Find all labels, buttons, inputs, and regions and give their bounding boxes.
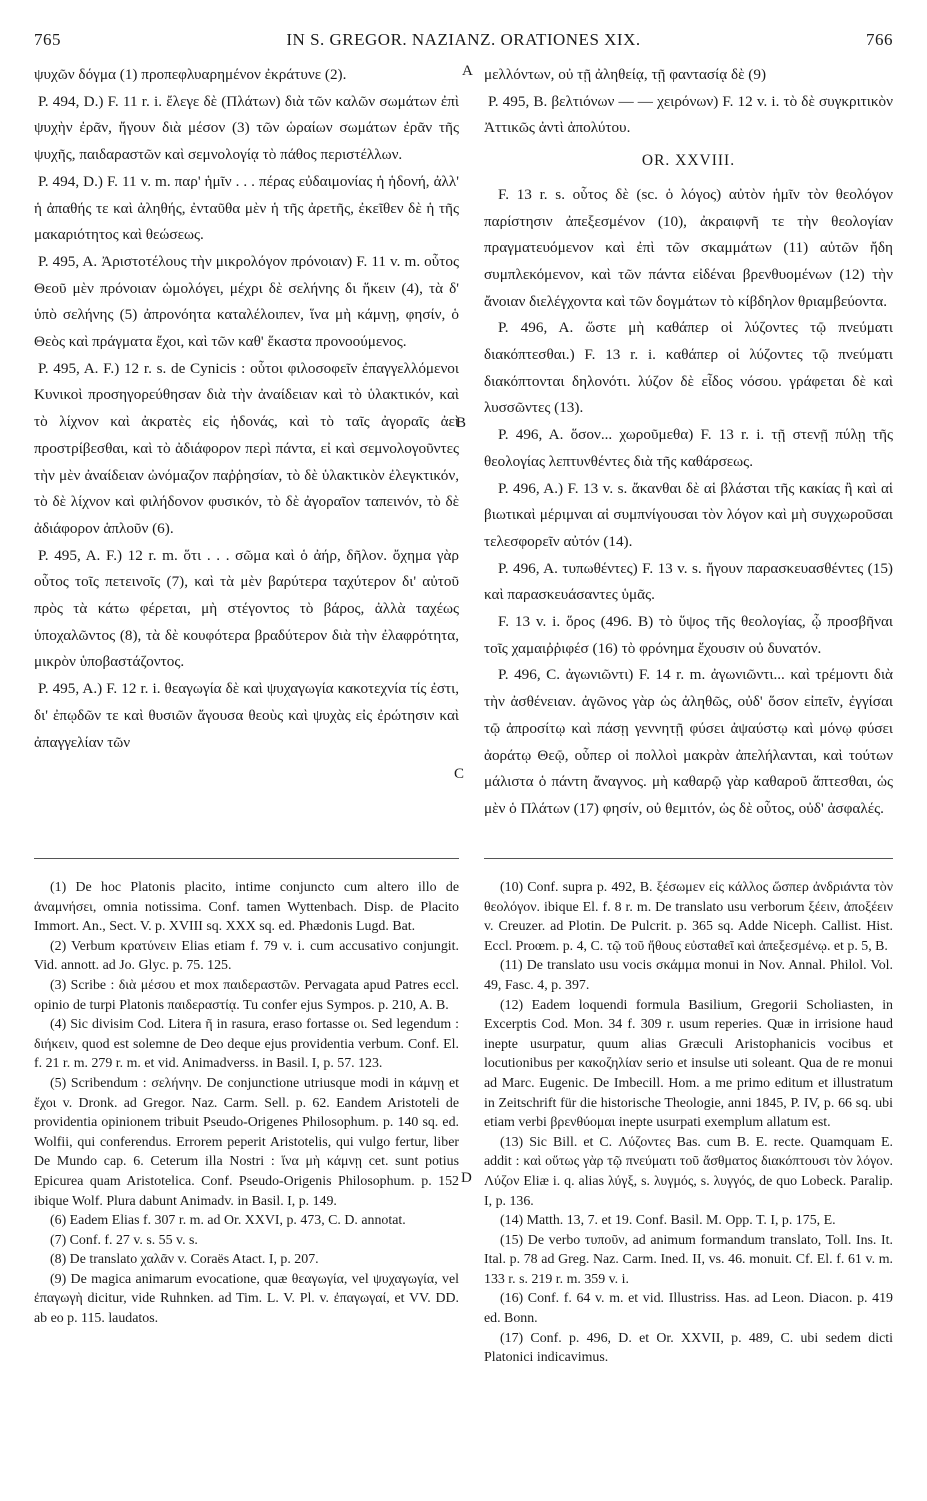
footnote: (17) Conf. p. 496, D. et Or. XXVII, p. 489, C. ubi sedem dicti Platonici indicavimus. <box>484 1330 893 1366</box>
margin-letter-c: C <box>454 766 465 782</box>
footnote-divider-left <box>34 858 459 859</box>
footnote: (11) De translato usu vocis σκάμμα monui in Nov. Annal. Philol. Vol. 49, Fasc. 4, p. 397. <box>484 958 893 993</box>
paragraph: P. 496, A. ὥστε μὴ καθάπερ οἱ λύζοντες τῷ πνεύματι διακόπτεσθαι.) F. 13 r. i. καθάπερ οἱ λύζοντες τῷ πνεύματι διακόπτονται δηλονότι. λύζον δὲ εἶδος νόσου. γράφεται δὲ καὶ λυσσῶντες (13). <box>484 319 893 417</box>
footnotes-left <box>34 878 459 1329</box>
footnote: (13) Sic Bill. et C. Λύζοντες Bas. cum B. E. recte. Quamquam E. addit : καὶ οὕτως γὰρ τῷ πνεύματι τοῦ ἄσθματος διακόπτουσι τὸν λόγον. Λύζον Eliæ i. q. alias λύγξ, s. λυγμός, s. λυγγός, de quo Lobeck. Paralip. I, p. 136. <box>484 1134 893 1209</box>
page-number-right: 766 <box>866 30 893 49</box>
right-text-column <box>484 62 893 823</box>
paragraph: P. 495, A. F.) 12 r. s. de Cynicis : οὗτοι φιλοσοφεῖν ἐπαγγελλόμενοι Κυνικοὶ προσηγορεύθησαν διὰ τὴν ἀναίδειαν καὶ τὸ ὑλακτικόν, καὶ τὸ λίχνον καὶ ἀκρατὲς εἰς ἡδονάς, καὶ τὸ ταῖς ἀγοραῖς ἀεὶ προστρίβεσθαι, καὶ τὸ ἀδιάφορον περὶ πάντα, εἰ καὶ σεμνολογοῦντες τὴν μὲν ἀναίδειαν ὠνόμαζον παῤῥησίαν, τὸ δὲ ὑλακτικὸν ἐλεγκτικόν, τὸ δὲ λίχνον καὶ φιλήδονον φυσικόν, τὸ δὲ ἀγοραῖον ταπεινόν, τὸ δὲ ἀδιάφορον ἁπλοῦν (6). <box>34 359 459 537</box>
footnote: (15) De verbo τυποῦν, ad animum formandum translato, Toll. Ins. It. Ital. p. 78 ad Greg. Naz. Carm. Ined. II, vs. 46. monuit. Cf. El. f. 61 v. m. 133 r. s. 219 r. m. 359 v. i. <box>484 1232 893 1287</box>
paragraph: P. 495, A.) F. 12 r. i. θεαγωγία δὲ καὶ ψυχαγωγία κακοτεχνία τίς ἐστι, δι' ἐπῳδῶν τε καὶ θυσιῶν ἄγουσα θεοὺς καὶ ψυχὰς εἰς ἐρώτησιν καὶ ἀπαγγελίαν τῶν <box>34 680 459 751</box>
footnote: (3) Scribe : διὰ μέσου et mox παιδεραστῶν. Pervagata apud Patres eccl. opinio de turpi Platonis παιδεραστίᾳ. Tu confer ejus Sympos. p. 210, A. B. <box>34 977 459 1013</box>
footnote: (7) Conf. f. 27 v. s. 55 v. s. <box>50 1232 198 1248</box>
margin-letter-b: B <box>456 415 467 431</box>
footnote: (16) Conf. f. 64 v. m. et vid. Illustriss. Has. ad Leon. Diacon. p. 419 ed. Bonn. <box>484 1291 893 1327</box>
paragraph: P. 494, D.) F. 11 v. m. παρ' ἡμῖν . . . πέρας εὐδαιμονίας ἡ ἡδονή, ἀλλ' ἡ ἀπαθής τε καὶ ἀληθής, ἐνταῦθα μὲν ἡ τῆς ἀρετῆς, ἐκεῖθεν δὲ ἡ τῆς μακαριότητος καὶ θεώσεως. <box>34 172 459 244</box>
footnotes-right <box>484 878 893 1368</box>
footnote: (10) Conf. supra p. 492, B. ξέσωμεν εἰς κάλλος ὥσπερ ἀνδριάντα τὸν θεολόγον. ibique El. f. 8 r. m. De translato usu verborum ξέειν, ἀποξέειν v. Creuzer. ad Plotin. De Pulcrit. p. 365 sq. Adde Niceph. Callist. Hist. Eccl. Proœm. p. 4, C. τῷ τοῦ ἤθους εὐσταθεῖ καὶ ἀπεξεσμένῳ. et p. 5, B. <box>484 880 893 954</box>
paragraph: P. 495, A. Ἀριστοτέλους τὴν μικρολόγον πρόνοιαν) F. 11 v. m. οὗτος Θεοῦ μὲν πρόνοιαν ὡμολόγει, μέχρι δὲ σελήνης δι ἥκειν (4), τὰ δ' ὑπὸ σελήνης (5) ἀπρονόητα καταλέλοιπεν, ἵνα μὴ κάμνῃ, φησίν, ὁ Θεὸς καὶ πράγματα ἔχοι, καὶ τῶν καθ' ἕκαστα προνοούμενος. <box>34 252 459 351</box>
paragraph: P. 496, A. τυπωθέντες) F. 13 v. s. ἤγουν παρασκευασθέντες (15) καὶ παρασκευάσαντες ὑμᾶς. <box>484 559 893 604</box>
footnote: (14) Matth. 13, 7. et 19. Conf. Basil. M. Opp. T. I, p. 175, E. <box>500 1213 836 1229</box>
footnote: (4) Sic divisim Cod. Litera ῆ in rasura, eraso fortasse οι. Sed legendum : διήκειν, quod est solemne de Deo deque ejus providentia verbum. Conf. El. f. 21 r. m. 279 r. m. et vid. Animadverss. in Basil. I, p. 57. 123. <box>34 1017 459 1072</box>
footnote: (12) Eadem loquendi formula Basilium, Gregorii Scholiasten, in Excerptis Cod. Mon. 34 f. 309 r. usum reperies. Quæ in irrisione haud inepte usurpatur, quum alias Græculi Aristophanicis vocibus et locutionibus per κακοζηλίαν serio et insulse uti soleant. Qua de re monui ad Marc. Eugenic. De Imbecill. Hom. a me primo editum et illustratum in Zeitschrift für die historische Theologie, anni 1845, P. IV, p. 66 sq. ubi etiam verbi βρενθύομαι inepte usurpati exemplum allatum est. <box>484 997 893 1131</box>
running-header <box>34 30 893 54</box>
paragraph: P. 496, A. ὅσον... χωροῦμεθα) F. 13 r. i. τῇ στενῇ πύλῃ τῆς θεολογίας λεπτυνθέντες διὰ τῆς καθάρσεως. <box>484 426 893 470</box>
paragraph: F. 13 r. s. οὗτος δὲ (sc. ὁ λόγος) αὐτὸν ἡμῖν τὸν θεολόγον παρίστησιν ἀπεξεσμένον (10), ἀκραιφνῆ τε τὴν θεολογίαν πραγματευόμενον καὶ ἐπὶ τῶν σκαμμάτων (11) αὐτῶν ἤδη συμπλεκόμενον, καὶ τῶν πάντα εἰδέναι βρενθυομένων (12) τὴν ἄνοιαν διελέγχοντα καὶ τῶν δογμάτων τὸ κίβδηλον θριαμβεύοντα. <box>484 185 893 310</box>
paragraph: P. 496, A.) F. 13 v. s. ἄκανθαι δὲ αἱ βλάσται τῆς κακίας ἢ καὶ αἱ βιωτικαὶ μέριμναι αἱ συμπνίγουσαι τὸν λόγον καὶ μὴ συγχωροῦσαι τελεσφορεῖν αὐτόν (14). <box>484 479 893 550</box>
footnote: (9) De magica animarum evocatione, quæ θεαγωγία, vel ψυχαγωγία, vel ἐπαγωγὴ dicitur, vide Ruhnken. ad Tim. L. V. Pl. v. ἐπαγωγαί, et VV. DD. ab eo p. 115. laudatos. <box>34 1271 459 1327</box>
section-heading: OR. XXVIII. <box>641 152 736 170</box>
footnote: (8) De translato χαλᾶν v. Coraës Atact. I, p. 207. <box>50 1252 319 1268</box>
margin-letter-d: D <box>461 1170 472 1186</box>
paragraph: P. 494, D.) F. 11 r. i. ἔλεγε δὲ (Πλάτων) διὰ τῶν καλῶν σωμάτων ἐπὶ ψυχὴν ἐρᾶν, ἤγουν διὰ μέσον (3) τῶν ὡραίων σωμάτων ἐρᾶν τῆς ψυχῆς, παιδαραστῶν καὶ σεμνολογίᾳ τὸ πάθος περιστέλλων. <box>34 92 459 164</box>
left-text-column <box>34 62 459 756</box>
paragraph: P. 495, A. F.) 12 r. m. ὅτι . . . σῶμα καὶ ὁ ἀήρ, δῆλον. ὄχημα γὰρ οὗτος τοῖς πετεινοῖς (7), καὶ τὰ μὲν βαρύτερα ταχύτερον δι' αὐτοῦ πρὸς τὰ κάτω φέρεται, μὴ στέγοντος τὸ βάρος, ἀλλὰ ταχέως ὑποχαλῶντος (8), τὰ δὲ κουφότερα βραδύτερον διὰ τὴν ἐλαφρότητα, μικρὸν ὑποβαστάζοντος. <box>34 546 459 671</box>
footnote: (6) Eadem Elias f. 307 r. m. ad Or. XXVI, p. 473, C. D. annotat. <box>50 1213 406 1229</box>
footnote-divider-right <box>484 858 893 859</box>
paragraph: P. 496, C. ἀγωνιῶντι) F. 14 r. m. ἀγωνιῶντι... καὶ τρέμοντι διὰ τὴν ἀσθένειαν. ἀγῶνος γὰρ ὡς ἀληθῶς, οὐδ' ὅσον εἰπεῖν, ἐγγίσαι τῷ ἀπροσίτῳ καὶ πάσῃ γεννητῇ φύσει ἀψαύστῳ καὶ μόνῳ φύσει ἀοράτῳ Θεῷ, οὗπερ οἱ πολλοὶ μακρὰν ἀπελήλανται, καὶ τούτων μάλιστα ὁ πάντη ἄναγνος. μὴ καθαρῷ γὰρ καθαροῦ ἅπτεσθαι, ὡς μὲν ὁ Πλάτων (17) φησίν, οὐ θεμιτόν, ὡς δὲ οὗτος, οὐδ' ἀσφαλές. <box>484 666 893 817</box>
paragraph: P. 495, B. βελτιόνων — — χειρόνων) F. 12 v. i. τὸ δὲ συγκριτικὸν Ἀττικῶς ἀντὶ ἀπολύτου. <box>484 92 893 137</box>
footnote: (2) Verbum κρατύνειν Elias etiam f. 79 v. i. cum accusativo conjungit. Vid. annott. ad Jo. Glyc. p. 75. 125. <box>34 938 459 974</box>
footnote: (5) Scribendum : σελήνην. De conjunctione utriusque modi in κάμνῃ et ἔχοι v. Dronk. ad Gregor. Naz. Carm. Sell. p. 62. Eandem Aristoteli de providentia opinionem tribuit Pseudo-Origenes Philosophum. p. 140 sq. ed. Wolfii, qui conferendus. Errorem peperit Aristotelis, qui vulgo fertur, liber De Mundo cap. 6. Ceterum illa Nostri : ἵνα μὴ κάμνῃ cet. sunt potius Epicurea quam Aristotelica. Conf. Pseudo-Origenis Philosophum. p. 152 ibique Wolf. Plura dabunt Animadv. in Basil. I, p. 149. <box>34 1075 459 1209</box>
running-title: IN S. GREGOR. NAZIANZ. ORATIONES XIX. <box>286 30 641 49</box>
page-number-left: 765 <box>34 30 61 49</box>
paragraph: ψυχῶν δόγμα (1) προπεφλυαρημένον ἐκράτυνε (2). <box>34 66 347 83</box>
footnote: (1) De hoc Platonis placito, intime conjuncto cum altero illo de ἀναμνήσει, omnia notissima. Conf. tamen Wyttenbach. Disp. de Placito Immort. An., Sect. V. p. XVIII sq. XXX sq. ed. Phædonis Lugd. Bat. <box>34 880 459 935</box>
margin-letter-a: A <box>462 63 473 79</box>
paragraph: μελλόντων, οὐ τῇ ἀληθείᾳ, τῇ φαντασίᾳ δὲ (9) <box>484 66 766 83</box>
paragraph: F. 13 v. i. ὅρος (496. B) τὸ ὕψος τῆς θεολογίας, ᾧ προσβῆναι τοῖς χαμαιῤῥιφέσ (16) τὸ φρόνημα ἔχουσιν οὐ δυνατόν. <box>484 613 893 657</box>
